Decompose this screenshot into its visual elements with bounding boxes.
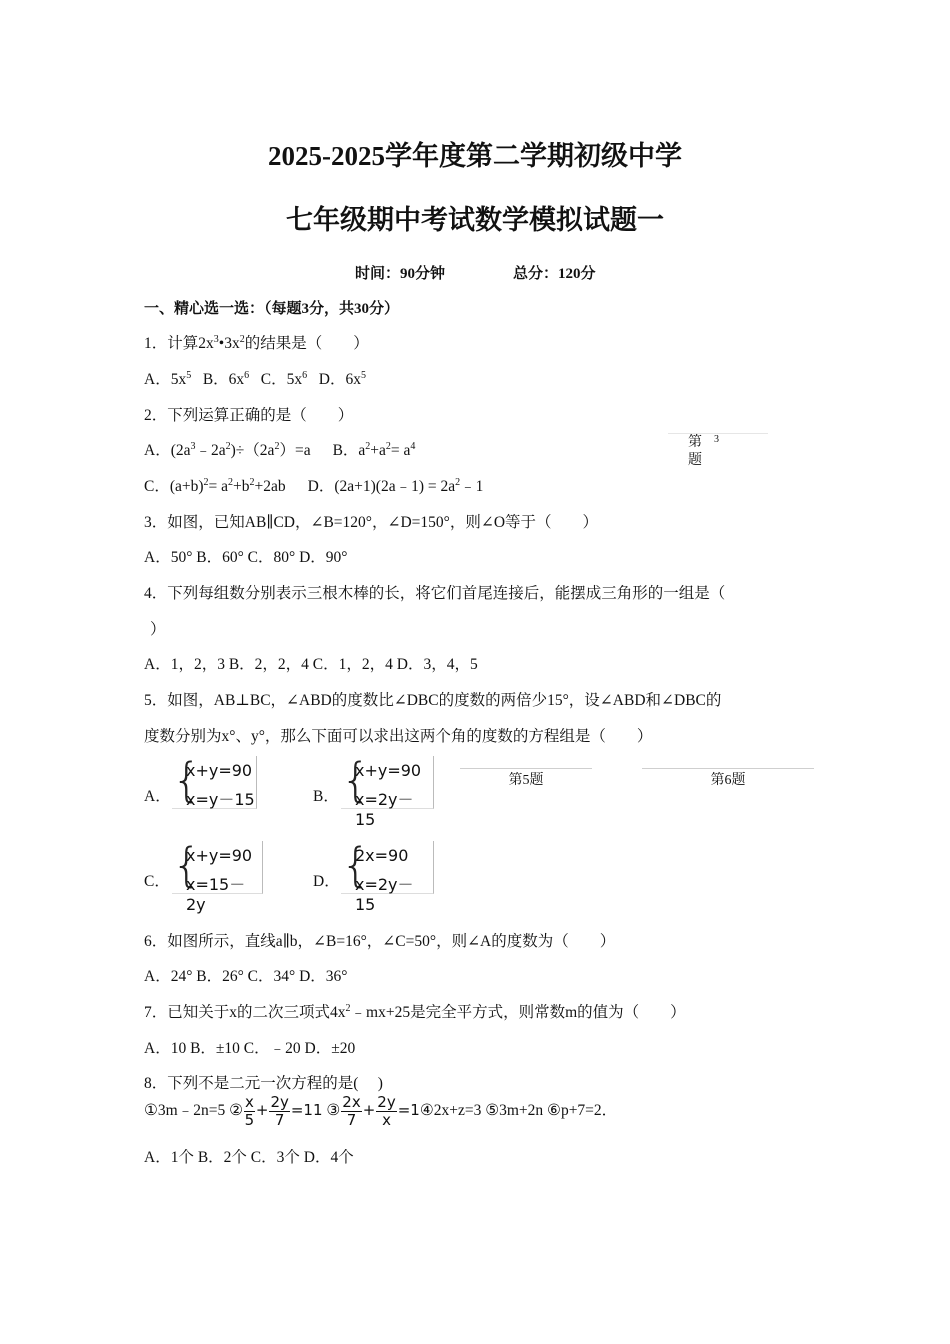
- question-6-stem: 6．如图所示，直线a∥b，∠B=16°，∠C=50°，则∠A的度数为（ ）: [144, 933, 616, 950]
- fraction: $\frac{2y}{x}$: [377, 1093, 396, 1129]
- question-1-options: A．$5x^5$ B．$6x^6$ C．$5x^6$ D．$6x^5$: [144, 369, 366, 388]
- question-7-stem: 7．已知关于x的二次三项式$4x^2﹣mx+25$是完全平方式，则常数m的值为（ ）: [144, 1002, 686, 1021]
- question-8-options: A．1个 B．2个 C．3个 D．4个: [144, 1149, 354, 1166]
- question-3-options: A．50° B．60° C．80° D．90°: [144, 549, 348, 566]
- question-3-stem: 3．如图，已知AB∥CD，∠B=120°，∠D=150°，则∠O等于（ ）: [144, 514, 599, 531]
- equation-system: { x+y=90 x=y－15: [172, 756, 257, 809]
- fraction: $\frac{x}{5}$: [244, 1093, 255, 1129]
- equation-system: { 2x=90 x=2y－15: [341, 841, 434, 894]
- exam-total-score: 总分：120分: [513, 266, 596, 282]
- equation-system: { x+y=90 x=15－2y: [172, 841, 263, 894]
- question-5-stem-line2: 度数分别为x°、y°，那么下面可以求出这两个角的度数的方程组是（ ）: [144, 728, 653, 745]
- section-heading: 一、精心选一选：（每题3分，共30分）: [144, 301, 400, 317]
- question-4-stem-end: ）: [150, 621, 166, 638]
- exam-info: [355, 262, 596, 283]
- exam-time: 时间：90分钟: [355, 266, 446, 282]
- fraction: $\frac{2y}{7}$: [270, 1093, 289, 1129]
- question-5-stem-line1: 5．如图，AB⊥BC，∠ABD的度数比∠DBC的度数的两倍少15°，设∠ABD和∠DBC的: [144, 692, 722, 709]
- question-4-options: A．1，2，3 B．2，2，4 C．1，2，4 D．3，4，5: [144, 656, 478, 673]
- equation-system: { x+y=90 x=2y－15: [341, 756, 434, 809]
- question-8-equations: ①3m﹣2n=5 ② $\frac{x}{5}$ + $\frac{2y}{7}$ =11 ③ $\frac{2x}{7}$ + $\frac{2y}{x}$ =1④2x+z=3 ⑤3m+2n ⑥p+7=2．: [144, 1093, 618, 1129]
- question-4-stem: 4．下列每组数分别表示三根木棒的长，将它们首尾连接后，能摆成三角形的一组是（: [144, 585, 726, 602]
- question-7-options: A．10 B．±10 C．﹣20 D．±20: [144, 1040, 356, 1057]
- question-1-stem: 1．计算$2x^3•3x^2$的结果是（ ）: [144, 333, 369, 352]
- fraction: $\frac{2x}{7}$: [342, 1093, 361, 1129]
- question-2-options-cd: C．$(a+b)^2= a^2+b^2+2ab$ D．(2a+1)(2a﹣1) = $2a^2﹣1$: [144, 476, 484, 495]
- question-8-stem: 8．下列不是二元一次方程的是( ): [144, 1075, 383, 1092]
- figure-6-caption: 第6题: [642, 768, 814, 789]
- question-6-options: A．24° B．26° C．34° D．36°: [144, 968, 348, 985]
- question-2-options-ab: A．$(2a^3﹣2a^2)\div(2a^2)=a$ B．$a^2+a^2= a^4$: [144, 440, 416, 459]
- figure-3-caption: 第题 3: [668, 433, 768, 434]
- question-2-stem: 2．下列运算正确的是（ ）: [144, 407, 354, 424]
- exam-title-line2: 七年级期中考试数学模拟试题一: [286, 205, 664, 235]
- exam-title-line1: 2025-2025学年度第二学期初级中学: [268, 141, 682, 171]
- figure-5-caption: 第5题: [460, 768, 592, 789]
